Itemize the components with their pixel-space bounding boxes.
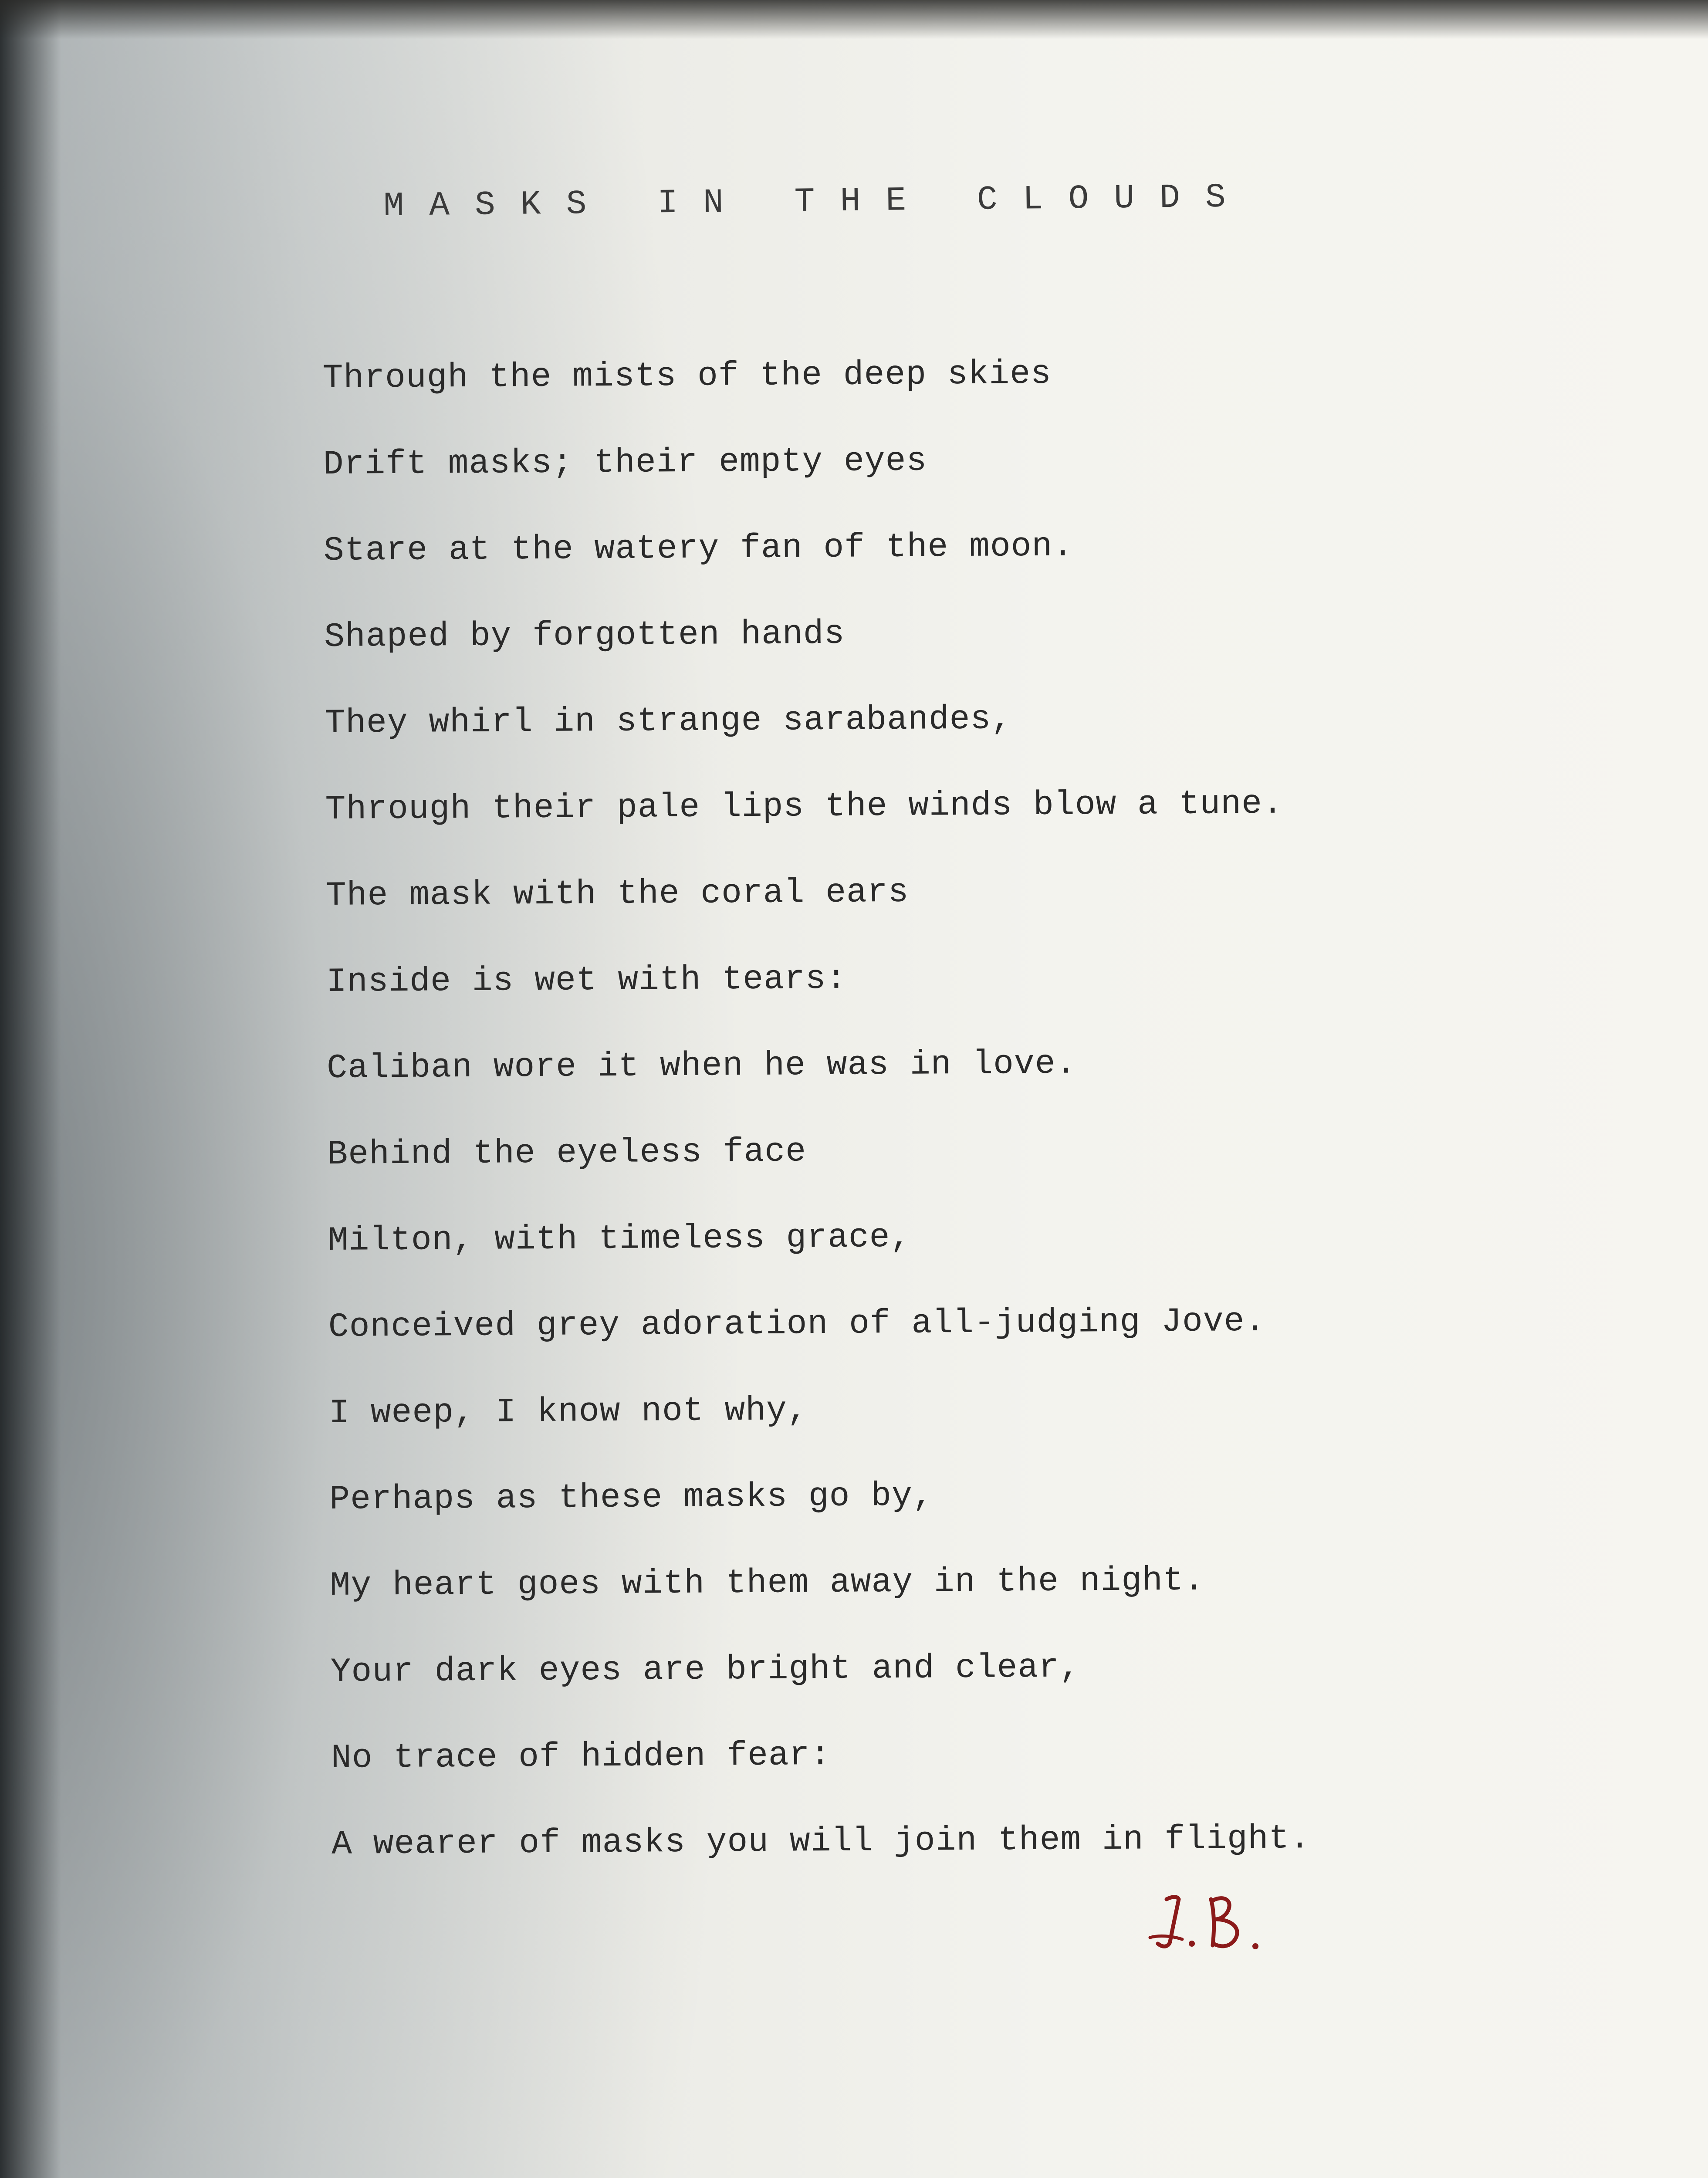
poem-line-8: Inside is wet with tears: <box>326 960 847 1001</box>
page-shadow-left <box>0 0 61 2178</box>
poem-line-3: Stare at the watery fan of the moon. <box>323 527 1074 570</box>
poem-body <box>322 329 1311 1888</box>
poem-line-15: My heart goes with them away in the night. <box>330 1561 1205 1605</box>
poem-line-16: Your dark eyes are bright and clear, <box>330 1648 1081 1691</box>
poem-line-18: A wearer of masks you will join them in flight. <box>331 1820 1311 1864</box>
poem-line-2: Drift masks; their empty eyes <box>323 442 927 484</box>
poem-line-9: Caliban wore it when he was in love. <box>327 1045 1077 1088</box>
poem-line-14: Perhaps as these masks go by, <box>329 1477 933 1519</box>
poem-line-12: Conceived grey adoration of all-judging Jove. <box>328 1302 1266 1346</box>
poem-line-7: The mask with the coral ears <box>325 873 909 915</box>
poem-line-13: I weep, I know not why, <box>328 1391 808 1433</box>
poem-line-11: Milton, with timeless grace, <box>328 1218 911 1260</box>
poem-line-4: Shaped by forgotten hands <box>324 615 845 656</box>
poem-title: MASKS IN THE CLOUDS <box>383 178 1251 226</box>
poem-line-10: Behind the eyeless face <box>327 1133 807 1174</box>
poem-line-6: Through their pale lips the winds blow a tune. <box>325 785 1284 829</box>
poem-line-5: They whirl in strange sarabandes, <box>325 700 1012 743</box>
poem-line-17: No trace of hidden fear: <box>331 1736 831 1778</box>
poem-line-1: Through the mists of the deep skies <box>322 355 1052 398</box>
handwritten-signature <box>1141 1886 1272 1956</box>
page-shadow-top <box>0 0 1708 39</box>
